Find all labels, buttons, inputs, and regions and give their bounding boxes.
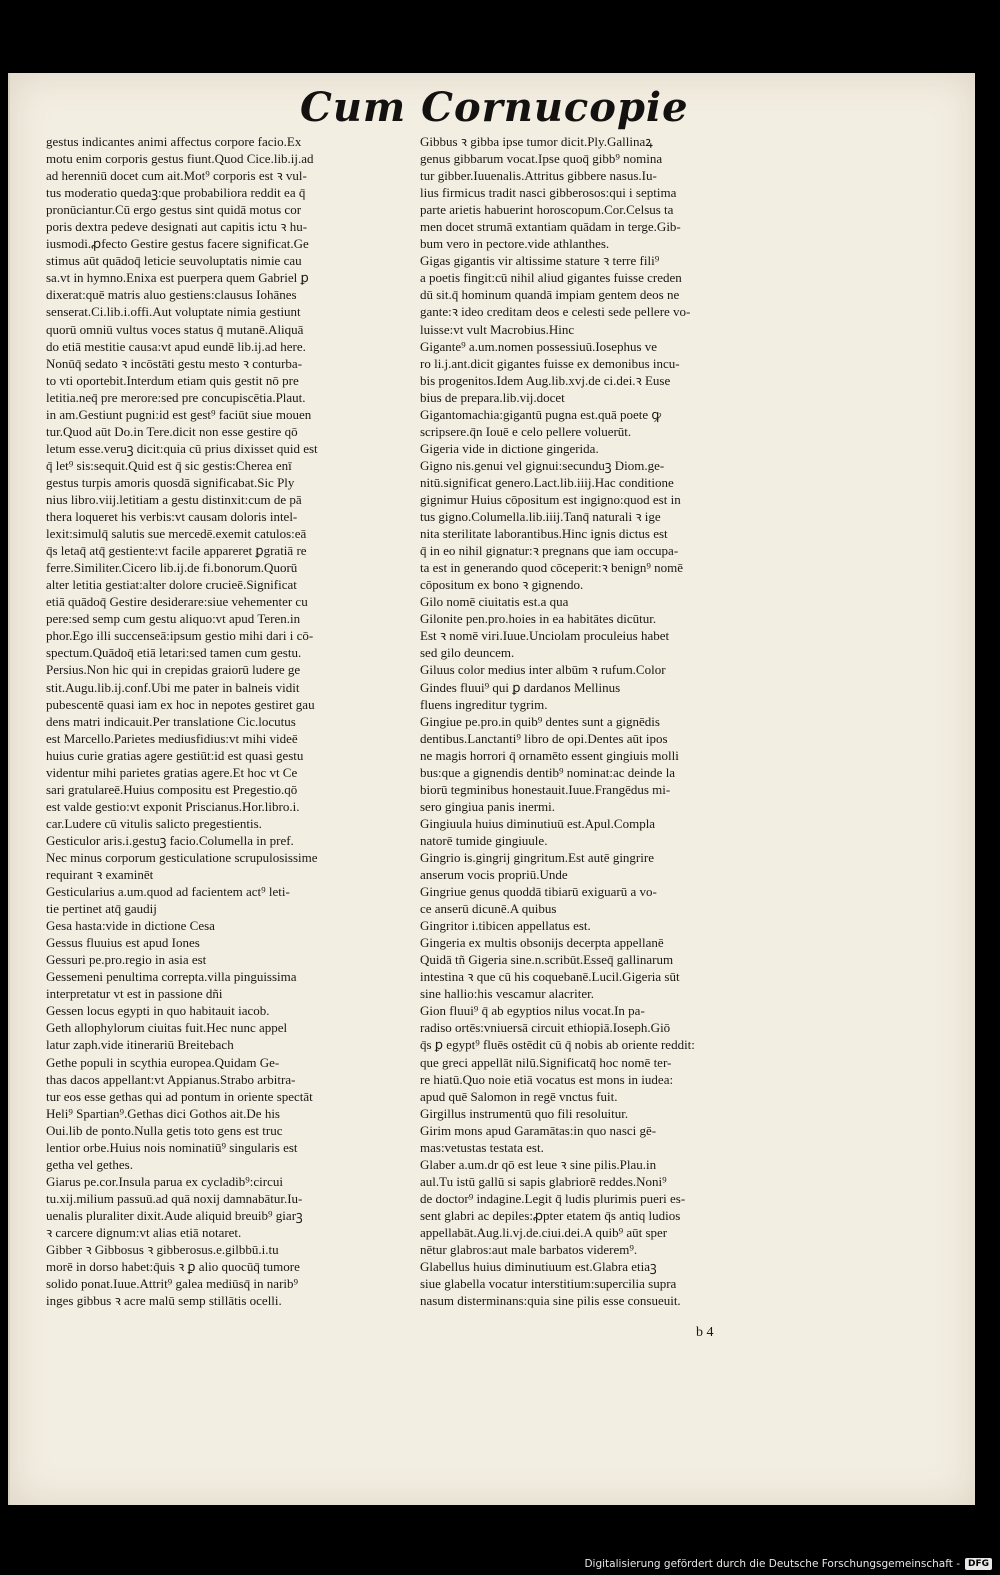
text-line: apud quē Salomon in regē vnctus fuit. [420,1088,618,1104]
text-line: men docet strumā extantiam quādam in terge.Gib- [420,219,681,235]
text-line: nētur glabros:aut male barbatos viderem⁹. [420,1242,638,1258]
text-line: pronūciantur.Cū ergo gestus sint quidā motus cor [46,202,302,218]
text-line: Gingiuula huius diminutiuū est.Apul.Compla [420,815,656,831]
text-line: Gesticularius a.um.quod ad facientem act⁹ leti- [46,884,290,900]
text-line: motu enim corporis gestus fiunt.Quod Cice.lib.ij.ad [46,151,314,167]
text-line: aul.Tu istū gallū si sapis glabriorē reddes.Noni⁹ [420,1173,667,1189]
text-line: Nonūq̄ sedato ꝛ incōstāti gestu mesto ꝛ conturba- [46,355,303,371]
text-line: Gilonite pen.pro.hoies in ea habitātes dicūtur. [420,611,657,627]
text-line: siue glabella vocatur interstitium:supercilia supra [420,1276,677,1292]
text-line: Persius.Non hic qui in crepidas graiorū ludere ge [46,662,301,678]
dfg-logo: DFG [965,1558,992,1570]
text-line: q̄s letaq̄ atq̄ gestiente:vt facile appareret ꝑgratiā re [46,543,307,559]
text-line: tur eos esse gethas qui ad pontum in oriente spectāt [46,1088,313,1104]
text-line: Gessuri pe.pro.regio in asia est [46,952,207,968]
text-line: parte arietis habuerint horoscopum.Cor.Celsus ta [420,202,674,218]
text-line: nius libro.viij.letitiam a gestu distinxit:cum de pā [46,491,302,507]
text-line: q̄ in eo nihil gignatur:ꝛ pregnans que iam occupa- [420,543,679,559]
text-line: ne magis horrori q̄ ornamēto essent gingiuis molli [420,747,679,763]
text-line: bius de prepara.lib.vij.docet [420,389,565,405]
text-line: gignimur Huius cōpositum est ingigno:quod est in [420,491,681,507]
text-line: Gilo nomē ciuitatis est.a qua [420,594,569,610]
text-line: Geth allophylorum ciuitas fuit.Hec nunc appel [46,1020,288,1036]
text-line: do etiā mestitie causa:vt apud eundē lib.ij.ad here. [46,338,306,354]
text-line: lexit:simulq̄ salutis sue mercedē.exemit catulos:eā [46,526,307,542]
text-line: Quidā tñ Gigeria sine.n.scribūt.Esseq̄ gallinarum [420,952,674,968]
text-line: Gigas gigantis vir altissime stature ꝛ terre fili⁹ [420,253,660,269]
text-line: Gion fluui⁹ q̄ ab egyptios nilus vocat.In pa- [420,1003,645,1019]
text-line: Gibber ꝛ Gibbosus ꝛ gibberosus.e.gilbbū.i.tu [46,1242,279,1258]
text-line: huius curie gratias agere gestiūt:id est quasi gestu [46,747,304,763]
text-line: sari gratulareē.Huius compositu est Pregestio.qō [46,781,298,797]
text-line: dū sit.q̄ hominum quandā impiam gentem deos ne [420,287,680,303]
text-line: lius firmicus tradit nasci gibberosos:qui i septima [420,185,677,201]
text-line: uenalis pluraliter dixit.Aude aliquid breuib⁹ giarꝫ [46,1207,303,1223]
text-line: Gessemeni penultima correpta.villa pinguissima [46,969,297,985]
text-line: alter letitia gestiat:alter dolore crucieē.Significat [46,577,297,593]
text-line: in am.Gestiunt pugni:id est gest⁹ faciūt siue mouen [46,406,312,422]
text-line: Gindes fluui⁹ qui ꝑ dardanos Mellinus [420,679,621,695]
text-line: est valde gestio:vt exponit Priscianus.Hor.libro.i. [46,798,300,814]
text-line: nita sterilitate laborantibus.Hinc ignis dictus est [420,526,668,542]
text-line: pubescentē quasi iam ex hoc in nepotes gestiret gau [46,696,315,712]
text-line: ferre.Similiter.Cicero lib.ij.de fi.bonorum.Quorū [46,560,298,576]
text-line: Est ꝛ nomē viri.Iuue.Unciolam proculeius habet [420,628,670,644]
text-line: scripsere.q̄n Iouē e celo pellere voluerūt. [420,423,632,439]
text-line: cōpositum ex bono ꝛ gignendo. [420,577,584,593]
text-line: Gigantomachia:gigantū pugna est.quā poete ꝙ [420,406,662,422]
right-text-column [420,133,775,1309]
text-line: anserum vocis propriū.Unde [420,867,568,883]
text-line: Gigante⁹ a.um.nomen possessiuū.Iosephus ve [420,338,658,354]
text-line: Glabellus huius diminutiuum est.Glabra etiaꝫ [420,1259,657,1275]
text-line: gante:ꝛ ideo creditam deos e celesti sede pellere vo- [420,304,691,320]
text-line: natorē tumide gingiuule. [420,832,548,848]
text-line: Gingritor i.tibicen appellatus est. [420,918,591,934]
text-line: poris dextra pedeve designati aut capitis ictu ꝛ hu- [46,219,308,235]
text-line: interpretatur vt est in passione dñi [46,986,223,1002]
text-line: requirant ꝛ examinēt [46,867,154,883]
text-line: genus gibbarum vocat.Ipse quoq̄ gibb⁹ nomina [420,151,663,167]
text-line: tur.Quod aūt Do.in Tere.dicit non esse gestire qō [46,423,298,439]
text-line: ad herenniū docet cum ait.Mot⁹ corporis est ꝛ vul- [46,168,307,184]
text-line: est Marcello.Parietes mediusfidius:vt mihi videē [46,730,298,746]
text-line: Gesa hasta:vide in dictione Cesa [46,918,215,934]
text-line: phor.Ego illi succenseā:ipsum gestio mihi dari i cō- [46,628,314,644]
text-line: to vti oportebit.Interdum etiam quis gestit nō pre [46,372,299,388]
running-head: Cum Cornucopie [300,84,689,131]
text-line: Giluus color medius inter albūm ꝛ rufum.Color [420,662,666,678]
text-line: ce anserū dicunē.A quibus [420,901,557,917]
text-line: iusmodi.ꝓfecto Gestire gestus facere significat.Ge [46,236,309,252]
text-line: appellabāt.Aug.li.vj.de.ciui.dei.A quib⁹ aūt sper [420,1225,668,1240]
text-line: letitia.neq̄ pre merore:sed pre concupiscētia.Plaut. [46,389,306,405]
text-line: Gigeria vide in dictione gingerida. [420,440,599,456]
signature-mark: b 4 [696,1325,714,1340]
text-line: Glaber a.um.dr qō est leue ꝛ sine pilis.Plau.in [420,1156,657,1172]
text-line: lentior orbe.Huius nois nominatiū⁹ singularis est [46,1139,298,1155]
text-line: spectum.Quādoq̄ etiā letari:sed tamen cum gestu. [46,645,302,661]
text-line: re hiatū.Quo noie etiā vocatus est mons in iudea: [420,1071,674,1087]
footer-credit: Digitalisierung gefördert durch die Deutsche Forschungsgemeinschaft - [584,1558,960,1570]
text-line: dentibus.Lanctanti⁹ libro de opi.Dentes aūt ipos [420,730,668,746]
text-line: tu.xij.milium passuū.ad quā noxij damnabātur.Iu- [46,1190,303,1206]
text-line: sero gingiua panis inermi. [420,798,556,814]
text-line: morē in dorso habet:q̄uis ꝛ ꝑ alio quocūq̄ tumore [46,1259,300,1275]
digitization-footer [0,1553,1000,1575]
text-line: fluens ingreditur tygrim. [420,696,548,712]
text-line: dixerat:quē matris aluo gestiens:clausus Iohānes [46,287,297,303]
text-line: nasum disterminans:quia sine pilis esse consueuit. [420,1293,681,1309]
text-line: de doctor⁹ indagine.Legit q̄ ludis plurimis pueri es- [420,1190,686,1206]
text-line: dens matri indicauit.Per translatione Cic.locutus [46,713,296,729]
text-line: ꝛ carcere dignum:vt alias etiā notaret. [46,1225,242,1240]
text-line: bus:que a gignendis dentib⁹ nominat:ac deinde la [420,764,676,780]
text-line: quorū omniū vultus voces status q̄ mutanē.Aliquā [46,321,304,337]
text-line: sa.vt in hymno.Enixa est puerpera quem Gabriel ꝑ [46,270,309,286]
text-line: a poetis fingit:cū nihil aliud gigantes fuisse creden [420,270,682,286]
text-line: Gethe populi in scythia europea.Quidam Ge- [46,1054,280,1070]
text-line: luisse:vt vult Macrobius.Hinc [420,321,575,337]
text-line: Gingeria ex multis obsonijs decerpta appellanē [420,935,664,951]
text-line: tie pertinet atq̄ gaudij [46,901,157,917]
text-line: Oui.lib de ponto.Nulla getis toto gens est truc [46,1122,283,1138]
text-line: intestina ꝛ que cū his coquebanē.Lucil.Gigeria sūt [420,969,680,985]
text-line: biorū tegminibus honestauit.Iuue.Frangēdus mi- [420,781,671,797]
text-line: Gingiue pe.pro.in quib⁹ dentes sunt a gignēdis [420,713,660,729]
text-line: mas:vetustas testata est. [420,1139,544,1155]
text-line: Gigno nis.genui vel gignui:secunduꝫ Diom.ge- [420,457,665,473]
text-line: letum esse.veruꝫ dicit:quia cū prius dixisset quid est [46,440,318,456]
text-line: ta est in generando quod cōceperit:ꝛ benign⁹ nomē [420,560,684,576]
text-line: inges gibbus ꝛ acre malū semp stillātis ocelli. [46,1293,282,1309]
text-line: tus moderatio quedaꝫ:que probabiliora reddit ea q̄ [46,185,306,201]
text-line: ro li.j.ant.dicit gigantes fuisse ex demonibus incu- [420,355,680,371]
text-line: Giarus pe.cor.Insula parua ex cycladib⁹:circui [46,1173,283,1189]
text-line: Gessen locus egypti in quo habitauit iacob. [46,1003,270,1019]
text-line: q̄ let⁹ sis:sequit.Quid est q̄ sic gestis:Cherea enī [46,457,292,473]
text-line: Girgillus instrumentū quo fili resoluitur. [420,1105,629,1121]
left-text-column [46,133,396,1309]
text-line: gestus indicantes animi affectus corpore facio.Ex [46,134,302,149]
text-line: stit.Augu.lib.ij.conf.Ubi me pater in balneis vidit [46,679,300,695]
text-line: gestus turpis amoris quosdā significabat.Sic Ply [46,474,295,490]
text-line: Nec minus corporum gesticulatione scrupulosissime [46,849,318,865]
text-line: bum vero in pectore.vide athlanthes. [420,236,610,252]
text-line: nitū.significat genero.Lact.lib.iiij.Hac conditione [420,474,674,490]
text-line: stimus aūt quādoq̄ leticie seuvoluptatis nimie cau [46,253,302,269]
text-line: sine hallio:his vescamur alacriter. [420,986,594,1002]
text-line: getha vel gethes. [46,1156,133,1172]
text-line: thera loqueret his verbis:vt causam doloris intel- [46,509,298,525]
text-line: Gingriue genus quoddā tibiarū exiguarū a vo- [420,884,657,900]
text-line: bis progenitos.Idem Aug.lib.xvj.de ci.dei.ꝛ Euse [420,372,671,388]
text-line: Gibbus ꝛ gibba ipse tumor dicit.Ply.Gallinaꝝ [420,134,653,149]
text-line: Gesticulor aris.i.gestuꝫ facio.Columella in pref. [46,832,294,848]
text-line: que greci appellāt nilū.Significatq̄ hoc nomē ter- [420,1054,672,1070]
text-line: car.Ludere cū vitulis salicto pregestientis. [46,815,262,831]
text-line: pere:sed semp cum gestu aliquo:vt apud Teren.in [46,611,301,627]
text-line: latur zaph.vide itinerariū Breitebach [46,1037,234,1053]
text-line: tus gigno.Columella.lib.iiij.Tanq̄ naturali ꝛ ige [420,509,661,525]
text-line: q̄s ꝑ egypt⁹ fluēs ostēdit cū q̄ nobis ab oriente reddit: [420,1037,695,1053]
text-line: Girim mons apud Garamātas:in quo nasci gē- [420,1122,657,1138]
text-line: sed gilo deuncem. [420,645,515,661]
text-line: Gessus fluuius est apud Iones [46,935,200,951]
text-line: senserat.Ci.lib.i.offi.Aut voluptate nimia gestiunt [46,304,301,320]
text-line: radiso ortēs:vniuersā circuit ethiopiā.Ioseph.Giō [420,1020,671,1036]
text-line: solido ponat.Iuue.Attrit⁹ galea mediūsq̄ in narib⁹ [46,1276,299,1292]
text-line: etiā quādoq̄ Gestire desiderare:siue vehementer cu [46,594,308,610]
text-line: Gingrio is.gingrij gingritum.Est autē gingrire [420,849,654,865]
text-line: sent glabri ac depiles:ꝓpter etatem q̄s antiq ludios [420,1207,681,1223]
text-line: thas dacos appellant:vt Appianus.Strabo arbitra- [46,1071,296,1087]
text-line: tur gibber.Iuuenalis.Attritus gibbere nasus.Iu- [420,168,657,184]
text-line: videntur mihi parietes gratias agere.Et hoc vt Ce [46,764,298,780]
text-line: Heli⁹ Spartian⁹.Gethas dici Gothos ait.De his [46,1105,280,1121]
